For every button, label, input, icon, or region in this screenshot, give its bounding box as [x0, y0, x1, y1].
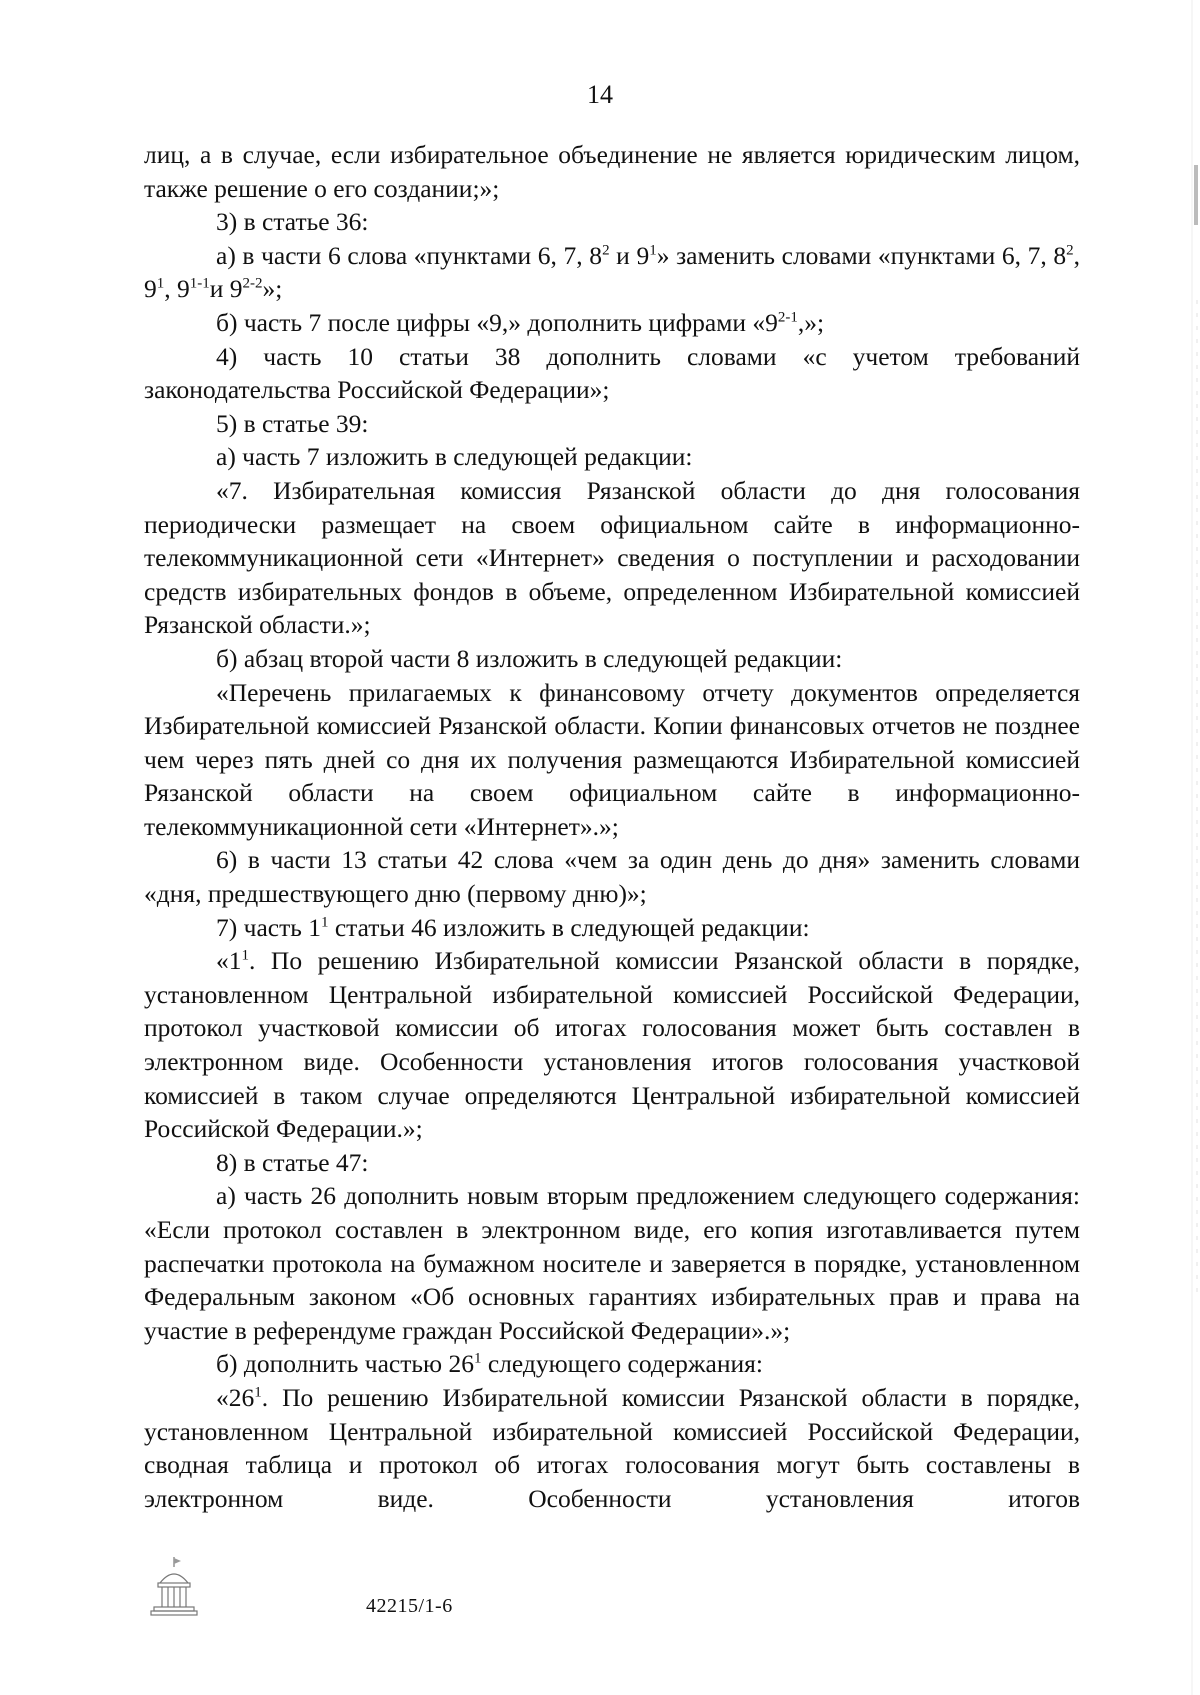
paragraph: 7) часть $1^1$ статьи 46 изложить в следующей редакции: [216, 912, 810, 942]
page-number: 14 [587, 80, 613, 109]
paragraph: лиц, а в случае, если избирательное объединение не является юридическим лицом, также решение о его создании;»; [144, 140, 1080, 203]
document-code: 42215/1-6 [366, 1595, 453, 1617]
paragraph: б) часть 7 после цифры «9,» дополнить цифрами «9$^{2-1}$,»; [216, 307, 825, 337]
paragraph: а) часть 7 изложить в следующей редакции: [216, 442, 693, 472]
paragraph: 6) в части 13 статьи 42 слова «чем за один день до дня» заменить словами «дня, предшествующего дню (первому дню)»; [144, 845, 1080, 909]
paragraph: «$1^1$. По решению Избирательной комиссии Рязанской области в порядке, установленном Центральной избирательной комиссией Российской Федерации, протокол участковой комиссии об итогах голосования может быть составлен в электронном виде. Особенности установления итогов голосования участковой комиссией в таком случае определяются Центральной избирательной комиссией Российской Федерации.»; [144, 946, 1080, 1144]
paragraph: а) в части 6 слова «пунктами 6, 7, $8^2$ и $9^1$» заменить словами «пунктами 6, 7, $8^2$, $9^1$, 9$^{1-1}$и 9$^{2-2}$»; [144, 240, 1080, 304]
paragraph: 5) в статье 39: [216, 408, 369, 438]
parliament-building-emblem-icon [148, 1555, 200, 1621]
paragraph: «$26^1$. По решению Избирательной комиссии Рязанской области в порядке, установленном Центральной избирательной комиссией Российской Федерации, сводная таблица и протокол об итогах голосования могут быть составлены в электронном виде. Особенности установления итогов [144, 1382, 1080, 1513]
paragraph: б) абзац второй части 8 изложить в следующей редакции: [216, 643, 843, 673]
paragraph: «Перечень прилагаемых к финансовому отчету документов определяется Избирательной комиссией Рязанской области. Копии финансовых отчетов не позднее чем через пять дней со дня их получения размещаются Избирательной комиссией Рязанской области на своем официальном сайте в информационно-телекоммуникационной сети «Интернет».»; [144, 677, 1080, 841]
scan-edge-artifact [1180, 0, 1200, 1695]
paragraph: «7. Избирательная комиссия Рязанской области до дня голосования периодически размещает на своем официальном сайте в информационно-телекоммуникационной сети «Интернет» сведения о поступлении и расходовании средств избирательных фондов в объеме, определенном Избирательной комиссией Рязанской области.»; [144, 475, 1080, 640]
document-body [144, 138, 1080, 1515]
paragraph: 4) часть 10 статьи 38 дополнить словами «с учетом требований законодательства Российской Федерации»; [144, 341, 1080, 405]
paragraph: а) часть 26 дополнить новым вторым предложением следующего содержания: «Если протокол составлен в электронном виде, его копия изготавливается путем распечатки протокола на бумажном носителе и заверяется в порядке, установленном Федеральным законом «Об основных гарантиях избирательных прав и права на участие в референдуме граждан Российской Федерации».»; [144, 1181, 1080, 1345]
paragraph: 8) в статье 47: [216, 1147, 369, 1177]
paragraph: 3) в статье 36: [216, 207, 369, 237]
paragraph: б) дополнить частью $26^1$ следующего содержания: [216, 1349, 763, 1379]
